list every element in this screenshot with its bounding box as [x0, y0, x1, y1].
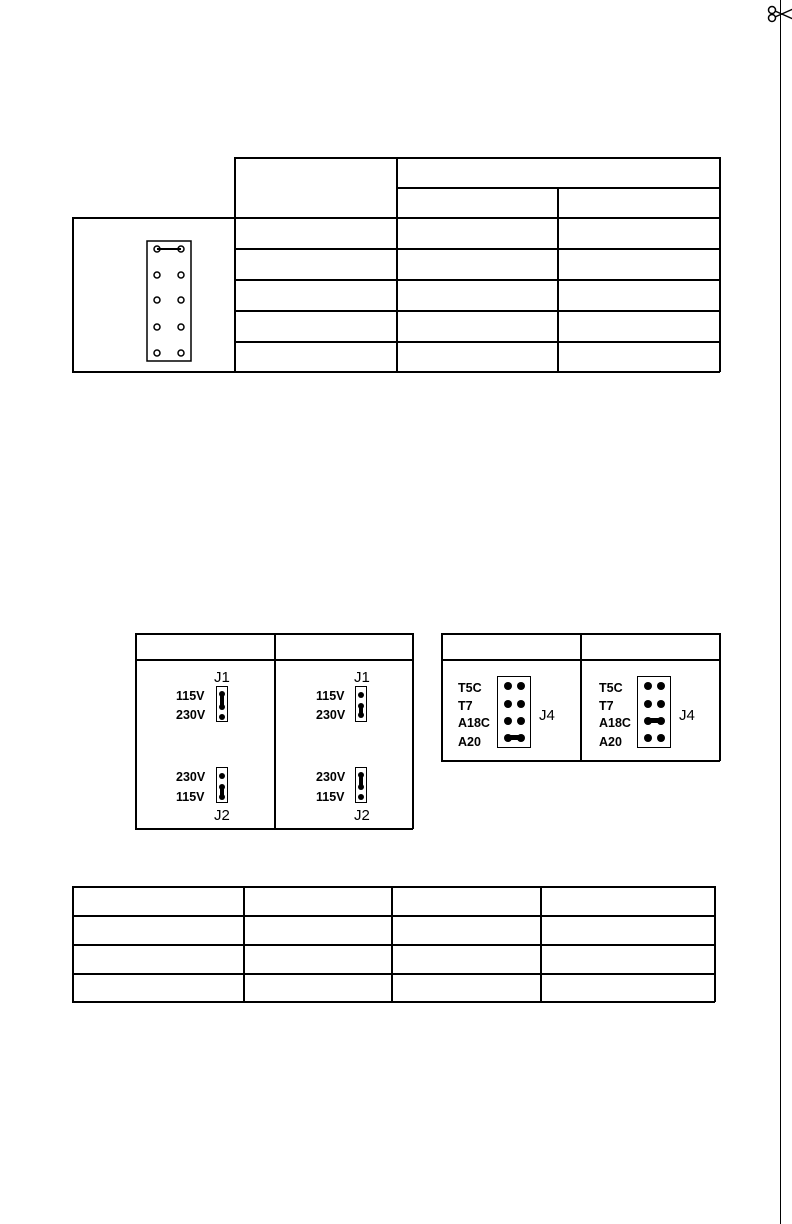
- j4-row-label: T7: [599, 699, 614, 713]
- j2-115v-label: 115V: [316, 790, 345, 804]
- j4-row-label: T5C: [599, 681, 623, 695]
- j2-115v-label: 115V: [176, 790, 205, 804]
- j4-row-label: A20: [458, 735, 481, 749]
- j4-row-label: A20: [599, 735, 622, 749]
- jumper-block-diagram: [146, 240, 192, 362]
- cut-line: [780, 0, 781, 1224]
- j4-header: [637, 676, 671, 748]
- j4-row-label: T7: [458, 699, 473, 713]
- j1-label: J1: [354, 669, 370, 686]
- j4-row-label: A18C: [458, 716, 490, 730]
- j4-row-label: A18C: [599, 716, 631, 730]
- j2-jumper: [216, 767, 228, 803]
- j1-jumper: [355, 686, 367, 722]
- j1-115v-label: 115V: [316, 689, 345, 703]
- j2-label: J2: [354, 807, 370, 824]
- j4-label: J4: [679, 707, 695, 724]
- scissors-icon: [767, 4, 792, 24]
- j2-230v-label: 230V: [316, 770, 346, 784]
- j2-jumper: [355, 767, 367, 803]
- j4-header: [497, 676, 531, 748]
- j1-label: J1: [214, 669, 230, 686]
- j1-230v-label: 230V: [176, 708, 206, 722]
- j2-230v-label: 230V: [176, 770, 206, 784]
- j2-label: J2: [214, 807, 230, 824]
- j1-115v-label: 115V: [176, 689, 205, 703]
- j4-label: J4: [539, 707, 555, 724]
- j1-jumper: [216, 686, 228, 722]
- j4-row-label: T5C: [458, 681, 482, 695]
- j1-230v-label: 230V: [316, 708, 346, 722]
